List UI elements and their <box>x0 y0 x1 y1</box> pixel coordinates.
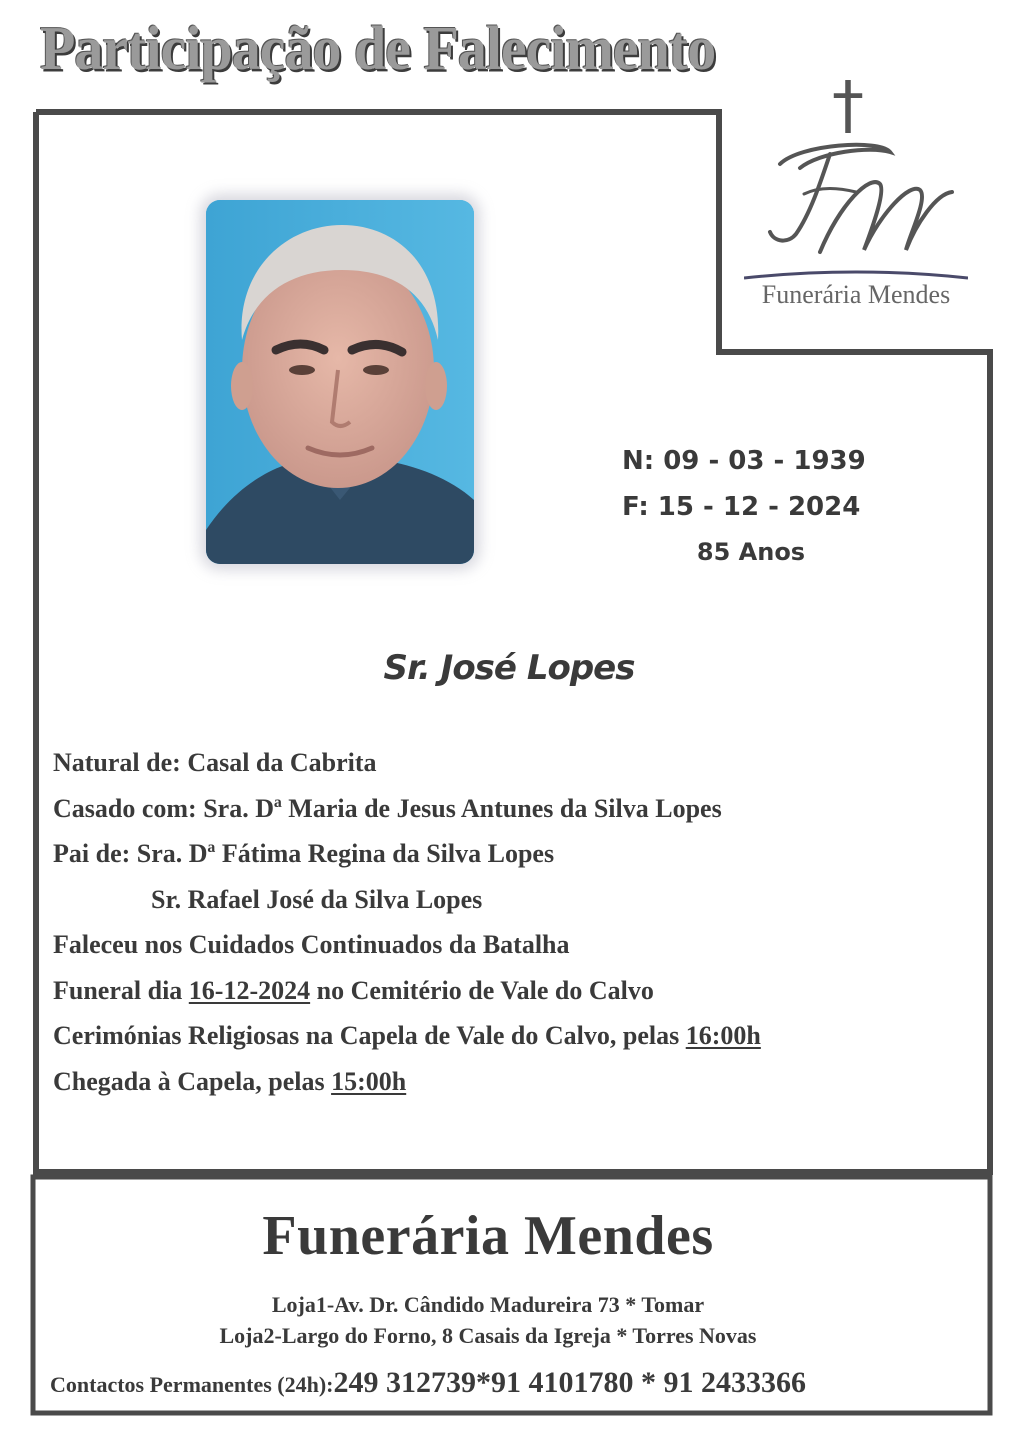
store-1-address: Loja1-Av. Dr. Cândido Madureira 73 * Tomar <box>271 1292 705 1317</box>
store-2-address: Loja2-Largo do Forno, 8 Casais da Igreja * Torres Novas <box>219 1323 757 1348</box>
age: 85 Anos <box>696 538 806 566</box>
children-label: Pai de: <box>53 839 137 868</box>
funeral-suffix: no Cemitério de Vale do Calvo <box>310 975 654 1005</box>
cross-icon: † <box>832 69 864 143</box>
ceremony-prefix: Cerimónias Religiosas na Capela de Vale do Calvo, pelas <box>53 1021 686 1050</box>
ceremony-time: 16:00h <box>685 1021 761 1050</box>
contacts-label: Contactos Permanentes (24h): <box>50 1372 334 1397</box>
funeral-date: 16-12-2024 <box>188 975 311 1005</box>
natural-line: Natural de: Casal da Cabrita <box>53 748 377 777</box>
place-of-death-line: Faleceu nos Cuidados Continuados da Batalha <box>53 930 570 959</box>
logo-divider <box>744 270 968 280</box>
ceremony-line <box>53 1021 953 1067</box>
contacts-line <box>50 1366 806 1400</box>
arrival-time: 15:00h <box>331 1066 407 1096</box>
funeral-line <box>53 976 953 1022</box>
death-date: F: 15 - 12 - 2024 <box>622 492 861 522</box>
deceased-name: Sr. José Lopes <box>383 648 635 688</box>
arrival-line <box>53 1067 953 1113</box>
arrival-prefix: Chegada à Capela, pelas <box>53 1066 332 1096</box>
children-line <box>53 839 953 885</box>
child-name: Sra. Dª Fátima Regina da Silva Lopes <box>136 839 555 868</box>
footer-title: Funerária Mendes <box>262 1205 714 1267</box>
funeral-prefix: Funeral dia <box>53 975 189 1005</box>
details-block <box>53 748 953 1112</box>
dates-block <box>600 446 882 584</box>
spouse-line: Casado com: Sra. Dª Maria de Jesus Antunes da Silva Lopes <box>53 793 722 823</box>
deceased-photo <box>206 200 474 564</box>
funeraria-monogram-logo <box>760 134 960 264</box>
child-line: Sr. Rafael José da Silva Lopes <box>151 884 483 914</box>
page-title: Participação de Falecimento <box>40 13 716 84</box>
contacts-numbers: 249 312739*91 4101780 * 91 2433366 <box>333 1366 806 1399</box>
birth-date: N: 09 - 03 - 1939 <box>622 446 866 476</box>
logo-name: Funerária Mendes <box>761 280 951 309</box>
